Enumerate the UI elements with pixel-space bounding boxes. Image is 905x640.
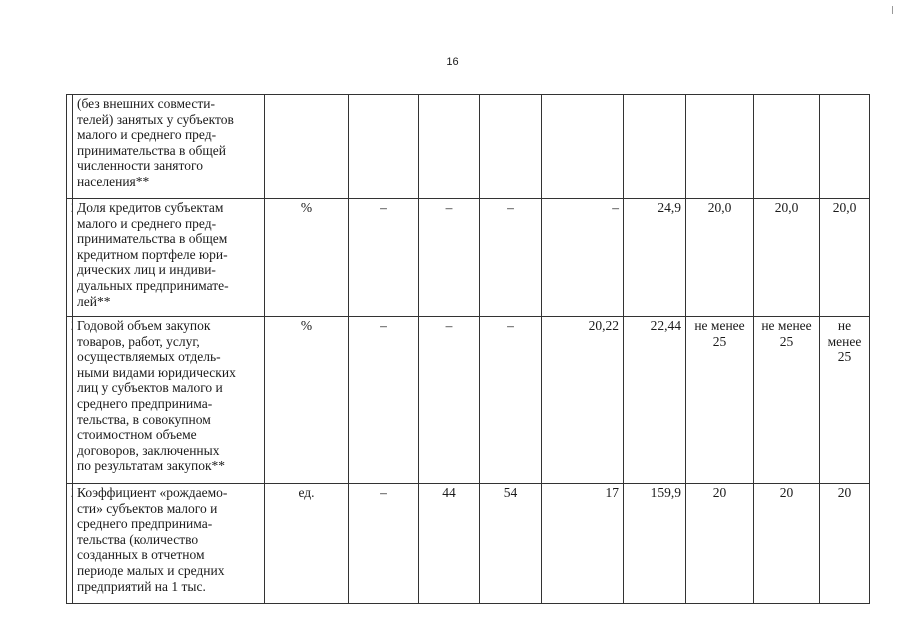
value-cell: 17 [542, 484, 624, 604]
value-cell: 20,22 [542, 317, 624, 484]
value-cell: 159,9 [624, 484, 686, 604]
value-cell: 44 [419, 484, 480, 604]
value-cell: 20 [686, 484, 754, 604]
value-cell [542, 95, 624, 199]
indicator-name: Годовой объем закупок товаров, работ, услуг, осуществляемых отдель- ными видами юридических лиц у субъектов малого и среднего предпринима- тельства, в совокупном стоимостном объеме договоров, заключенных по результатам закупок** [73, 317, 265, 484]
value-cell: не менее 25 [820, 317, 870, 484]
table-row [67, 199, 870, 317]
value-cell: – [349, 317, 419, 484]
value-cell [820, 95, 870, 199]
value-cell: 20,0 [754, 199, 820, 317]
unit-cell [265, 95, 349, 199]
indicators-table [66, 94, 870, 604]
value-cell: – [419, 317, 480, 484]
value-cell: – [480, 317, 542, 484]
unit-cell: % [265, 199, 349, 317]
value-cell: – [542, 199, 624, 317]
value-cell [686, 95, 754, 199]
value-cell [419, 95, 480, 199]
value-cell [480, 95, 542, 199]
value-cell [754, 95, 820, 199]
table-row [67, 317, 870, 484]
value-cell: – [349, 484, 419, 604]
value-cell: 24,9 [624, 199, 686, 317]
value-cell: 20,0 [686, 199, 754, 317]
value-cell: 20 [820, 484, 870, 604]
value-cell: 54 [480, 484, 542, 604]
indicator-name: Коэффициент «рождаемо- сти» субъектов малого и среднего предпринима- тельства (количество созданных в отчетном периоде малых и средних предприятий на 1 тыс. [73, 484, 265, 604]
scan-mark [892, 6, 893, 14]
value-cell: – [419, 199, 480, 317]
table-row [67, 95, 870, 199]
value-cell: не менее 25 [754, 317, 820, 484]
value-cell: 20,0 [820, 199, 870, 317]
value-cell: – [349, 199, 419, 317]
value-cell [624, 95, 686, 199]
value-cell: 20 [754, 484, 820, 604]
value-cell: не менее 25 [686, 317, 754, 484]
unit-cell: % [265, 317, 349, 484]
page-number: 16 [446, 56, 459, 68]
value-cell: 22,44 [624, 317, 686, 484]
value-cell [349, 95, 419, 199]
indicator-name: (без внешних совмести- телей) занятых у субъектов малого и среднего пред- принимательства в общей численности занятого населения** [73, 95, 265, 199]
value-cell: – [480, 199, 542, 317]
table-row [67, 484, 870, 604]
unit-cell: ед. [265, 484, 349, 604]
indicator-name: Доля кредитов субъектам малого и среднего пред- принимательства в общем кредитном портфеле юри- дических лиц и индиви- дуальных предпринимате- лей** [73, 199, 265, 317]
